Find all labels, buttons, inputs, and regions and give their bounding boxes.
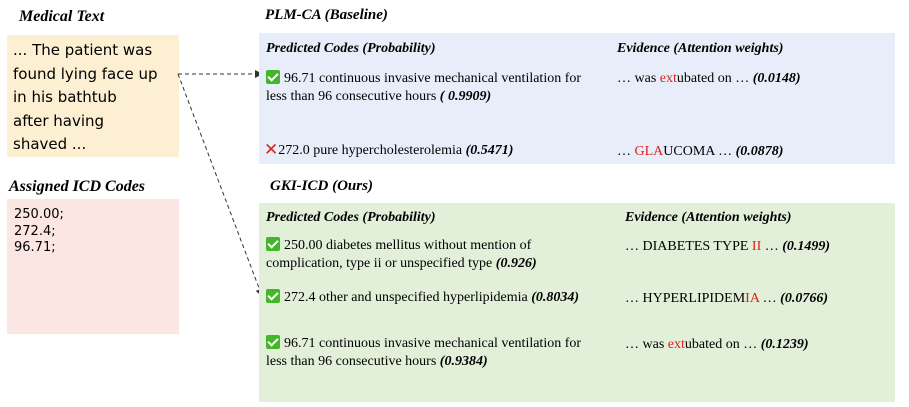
cross-icon: ✕ bbox=[264, 140, 279, 160]
ours-evidence: … DIABETES TYPE II … (0.1499) bbox=[625, 239, 831, 254]
arrow-to-ours bbox=[178, 74, 262, 296]
assigned-code: 96.71; bbox=[14, 240, 56, 255]
baseline-col-predicted: Predicted Codes (Probability) bbox=[266, 41, 436, 56]
baseline-evidence: … was extubated on … (0.0148) bbox=[617, 71, 801, 86]
ours-evidence: … HYPERLIPIDEMIA … (0.0766) bbox=[625, 291, 828, 306]
medical-text-title: Medical Text bbox=[19, 8, 105, 25]
assigned-code: 272.4; bbox=[14, 223, 56, 239]
check-icon bbox=[266, 70, 280, 84]
baseline-col-evidence: Evidence (Attention weights) bbox=[617, 41, 784, 56]
baseline-evidence: … GLAUCOMA … (0.0878) bbox=[617, 144, 784, 159]
baseline-row: 96.71 continuous invasive mechanical ventilation for less than 96 consecutive hours ( 0.9909) bbox=[266, 71, 582, 104]
ours-col-evidence: Evidence (Attention weights) bbox=[625, 210, 792, 225]
baseline-title: PLM-CA (Baseline) bbox=[265, 7, 388, 23]
baseline-row: ✕272.0 pure hypercholesterolemia (0.5471) bbox=[264, 140, 514, 160]
baseline-panel bbox=[259, 33, 895, 164]
ours-row: 272.4 other and unspecified hyperlipidemia (0.8034) bbox=[266, 289, 611, 307]
ours-evidence: … was extubated on … (0.1239) bbox=[625, 337, 809, 352]
ours-col-predicted: Predicted Codes (Probability) bbox=[266, 210, 436, 225]
check-icon bbox=[266, 289, 280, 303]
medical-text-content: ... The patient was found lying face up in his bathtub after having shaved ... bbox=[13, 41, 158, 153]
check-icon bbox=[266, 335, 280, 349]
assigned-code: 250.00; bbox=[14, 207, 64, 222]
assigned-codes-title: Assigned ICD Codes bbox=[9, 178, 146, 195]
ours-row: 96.71 continuous invasive mechanical ventilation for less than 96 consecutive hours (0.9384) bbox=[266, 336, 582, 369]
ours-row: 250.00 diabetes mellitus without mention of complication, type ii or unspecified type (0.926) bbox=[266, 238, 537, 271]
ours-title: GKI-ICD (Ours) bbox=[270, 178, 373, 194]
ours-panel bbox=[259, 203, 895, 402]
check-icon bbox=[266, 237, 280, 251]
